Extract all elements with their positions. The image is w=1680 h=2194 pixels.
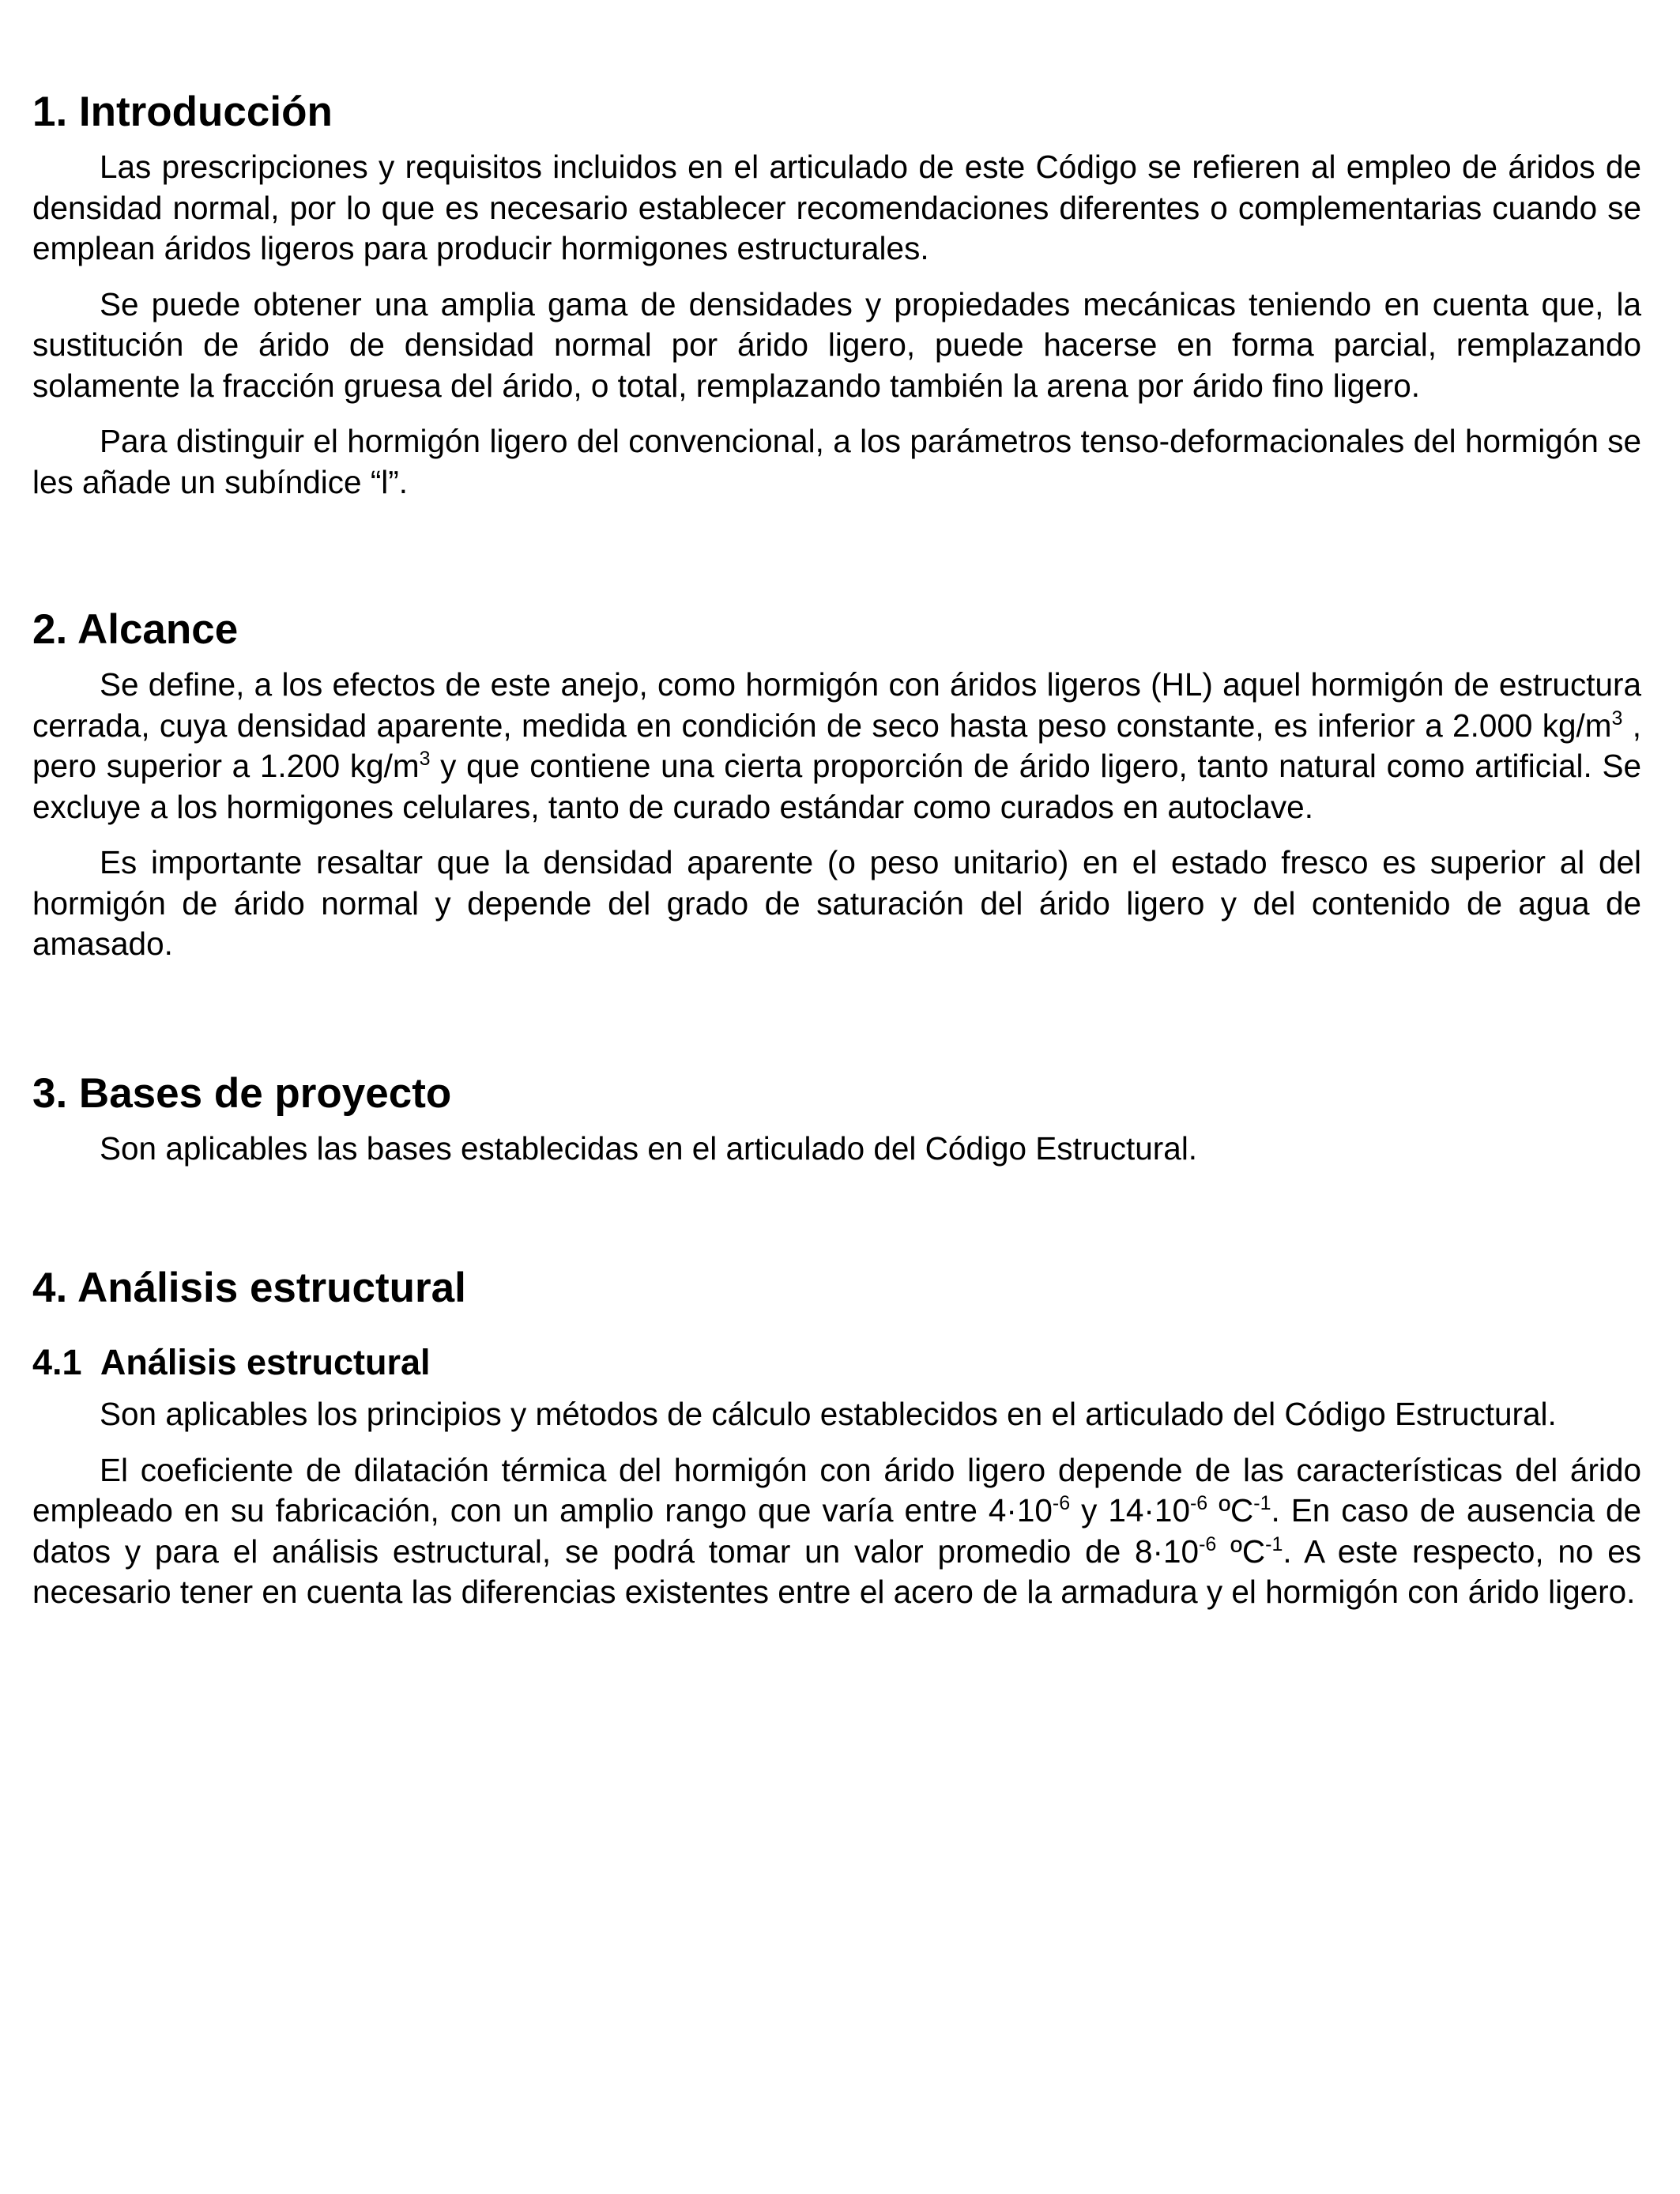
superscript: -6 (1052, 1492, 1071, 1514)
text-run: ºC (1207, 1492, 1254, 1529)
section-4-heading: 4. Análisis estructural (32, 1265, 466, 1311)
section-2-paragraph-1 (32, 665, 1641, 827)
superscript: 3 (1611, 707, 1623, 729)
text-run: , pero superior a 1.200 kg/m (32, 707, 1641, 784)
section-3-heading: 3. Bases de proyecto (32, 1069, 452, 1117)
section-4-paragraph-2 (32, 1450, 1641, 1613)
section-4-paragraph-1: Son aplicables los principios y métodos de cálculo establecidos en el articulado del Código Estructural. (100, 1396, 1557, 1432)
text-run: . A este respecto, no es necesario tener en cuenta las diferencias existentes entre el acero de la armadura y el hormigón con árido ligero. (32, 1532, 1641, 1610)
text-run: Se define, a los efectos de este anejo, como hormigón con áridos ligeros (HL) aquel hormigón de estructura cerrada, cuya densidad aparente, medida en condición de seco hasta peso constante, es inferior a 2.000 kg/m (32, 666, 1641, 744)
section-spacer (32, 1184, 1641, 1263)
text-run: y que contiene una cierta proporción de árido ligero, tanto natural como artificial. Se excluye a los hormigones celulares, tanto de curado estándar como curados en autoclave. (32, 748, 1641, 825)
section-1-paragraph-2: Se puede obtener una amplia gama de densidades y propiedades mecánicas teniendo en cuenta que, la sustitución de árido de densidad normal por árido ligero, puede hacerse en forma parcial, remplazando solamente la fracción gruesa del árido, o total, remplazando también la arena por árido fino ligero. (32, 285, 1641, 404)
section-2-paragraph-2: Es importante resaltar que la densidad aparente (o peso unitario) en el estado fresco es superior al del hormigón de árido normal y depende del grado de saturación del árido ligero y del contenido de agua de amasado. (32, 844, 1641, 962)
subsection-4-1-heading: 4.1 Análisis estructural (32, 1342, 431, 1382)
section-2-heading: 2. Alcance (32, 606, 239, 653)
superscript: -6 (1199, 1532, 1217, 1555)
text-run: . En caso de ausencia de datos y para el análisis estructural, se podrá tomar un valor promedio de 8·10 (32, 1492, 1641, 1570)
superscript: -6 (1189, 1492, 1208, 1514)
section-3-paragraph-1: Son aplicables las bases establecidas en el articulado del Código Estructural. (100, 1129, 1198, 1167)
section-spacer (32, 518, 1641, 605)
superscript: -1 (1265, 1532, 1283, 1555)
text-run: y 14·10 (1070, 1492, 1190, 1529)
section-1-paragraph-1: Las prescripciones y requisitos incluidos en el articulado de este Código se refieren al empleo de áridos de densidad normal, por lo que es necesario establecer recomendaciones diferentes o complementarias cuando se emplean áridos ligeros para producir hormigones estructurales. (32, 149, 1641, 266)
section-spacer (32, 1323, 1641, 1340)
section-spacer (32, 980, 1641, 1069)
text-run: ºC (1216, 1532, 1266, 1570)
document-page (32, 87, 1641, 1628)
superscript: 3 (419, 748, 431, 770)
section-1-paragraph-3: Para distinguir el hormigón ligero del convencional, a los parámetros tenso-deformacionales del hormigón se les añade un subíndice “l”. (32, 423, 1641, 500)
superscript: -1 (1253, 1492, 1271, 1514)
text-run: El coeficiente de dilatación térmica del hormigón con árido ligero depende de las características del árido empleado en su fabricación, con un amplio rango que varía entre 4·10 (32, 1451, 1641, 1529)
section-1-heading: 1. Introducción (32, 89, 333, 135)
